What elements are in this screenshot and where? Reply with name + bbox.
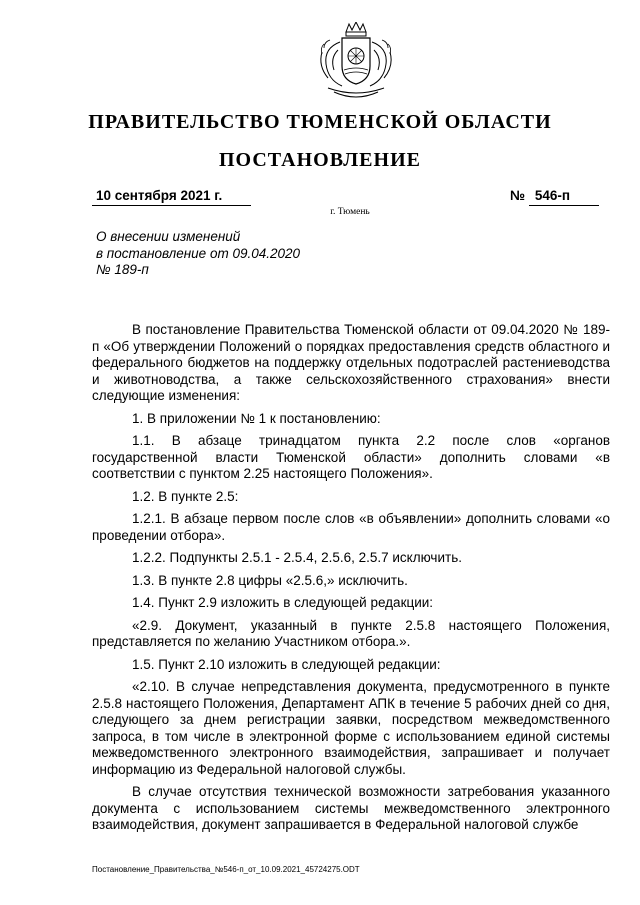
paragraph: 1.1. В абзаце тринадцатом пункта 2.2 после слов «органов государственной власти Тюменской области» дополнить словами «в соответствии с пунктом 2.25 настоящего Положения». [92, 433, 610, 481]
paragraph: 1.5. Пункт 2.10 изложить в следующей редакции: [132, 656, 441, 672]
paragraph: 1.2. В пункте 2.5: [132, 488, 239, 504]
coat-of-arms-icon [314, 22, 398, 104]
organization-title: ПРАВИТЕЛЬСТВО ТЮМЕНСКОЙ ОБЛАСТИ [88, 111, 552, 133]
subject-line: О внесении изменений [96, 229, 241, 244]
document-date: 10 сентября 2021 г. [92, 187, 251, 206]
paragraph: «2.9. Документ, указанный в пункте 2.5.8 настоящего Положения, представляется по желанию Участником отбора.». [92, 617, 610, 649]
paragraph: В случае отсутствия технической возможности затребования указанного документа с использованием системы межведомственного электронного взаимодействия, документ запрашивается в Федеральной налоговой службе [92, 784, 610, 832]
document-subject [96, 229, 346, 279]
paragraph: 1.2.1. В абзаце первом после слов «в объявлении» дополнить словами «о проведении отбора». [92, 511, 610, 543]
paragraph: В постановление Правительства Тюменской области от 09.04.2020 № 189-п «Об утверждении Положений о порядках предоставления средств областного и федерального бюджетов на поддержку отдельных подотраслей растениеводства и животноводства, а также сельскохозяйственного страхования» внести следующие изменения: [92, 322, 610, 403]
paragraph: 1.2.2. Подпункты 2.5.1 - 2.5.4, 2.5.6, 2.5.7 исключить. [132, 550, 462, 565]
document-number [510, 187, 605, 206]
paragraph: 1. В приложении № 1 к постановлению: [132, 410, 381, 426]
subject-line: в постановление от 09.04.2020 [96, 245, 301, 261]
document-type-title: ПОСТАНОВЛЕНИЕ [219, 149, 421, 171]
city: г. Тюмень [330, 207, 370, 217]
file-footer: Постановление_Правительства_№546-п_от_10.09.2021_45724275.ODT [92, 865, 360, 874]
subject-line: № 189-п [96, 262, 149, 277]
number-value: 546-п [529, 187, 599, 206]
paragraph: «2.10. В случае непредставления документа, предусмотренного в пункте 2.5.8 настоящего Положения, Департамент АПК в течение 5 рабочих дней со дня, следующего за днем регистрации заявки, посредством межведомственного запроса, в том числе в электронной форме с использованием единой системы межведомственного электронного взаимодействия, запрашивает и получает информацию из Федеральной налоговой службы. [92, 679, 610, 777]
paragraph: 1.4. Пункт 2.9 изложить в следующей редакции: [132, 595, 434, 610]
document-body [92, 322, 610, 840]
number-sign: № [510, 188, 526, 203]
paragraph: 1.3. В пункте 2.8 цифры «2.5.6,» исключить. [132, 572, 408, 588]
